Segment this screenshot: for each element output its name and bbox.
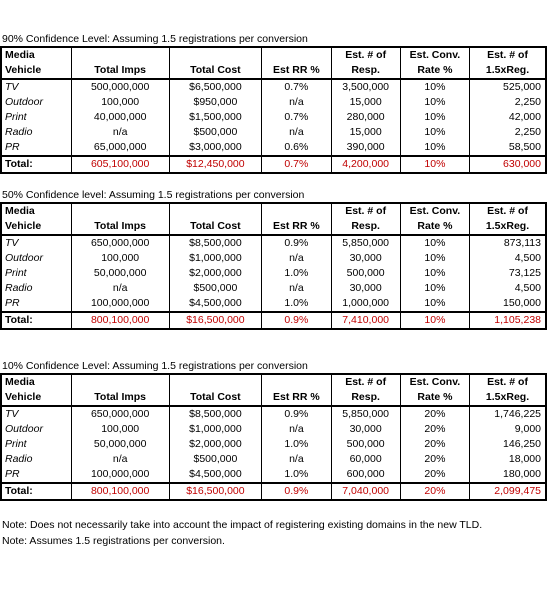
total-reg: 2,099,475 [470, 483, 546, 500]
total-conv: 20% [400, 483, 469, 500]
imps-cell: 65,000,000 [71, 140, 169, 156]
rr-cell: 0.7% [262, 79, 331, 95]
header-media: Media [5, 49, 35, 61]
vehicle-cell: PR [5, 141, 20, 153]
reg-cell: 2,250 [470, 95, 546, 110]
conv-cell: 10% [400, 281, 469, 296]
section-50-confidence [0, 188, 549, 330]
total-label: Total: [1, 156, 71, 173]
header-total-imps: Total Imps [71, 390, 169, 406]
table-row [1, 406, 546, 422]
header-est-rr: Est RR % [262, 63, 331, 79]
header-rate: Rate % [400, 390, 469, 406]
section-title: 10% Confidence Level: Assuming 1.5 registrations per conversion [2, 360, 308, 372]
conv-cell: 10% [400, 125, 469, 140]
resp-cell: 30,000 [331, 281, 400, 296]
cost-cell: $500,000 [169, 125, 262, 140]
reg-cell: 180,000 [470, 467, 546, 483]
cost-cell: $500,000 [169, 281, 262, 296]
cost-cell: $8,500,000 [169, 235, 262, 251]
rr-cell: 0.9% [262, 406, 331, 422]
vehicle-cell: Radio [5, 282, 33, 294]
note-1: Note: Does not necessarily take into account the impact of registering existing domains in the new TLD. [2, 519, 483, 531]
total-rr: 0.9% [262, 483, 331, 500]
header-est-conv: Est. Conv. [400, 203, 469, 219]
resp-cell: 30,000 [331, 422, 400, 437]
imps-cell: 650,000,000 [71, 406, 169, 422]
conv-cell: 20% [400, 467, 469, 483]
rr-cell: 0.7% [262, 110, 331, 125]
header-est-conv: Est. Conv. [400, 374, 469, 390]
rr-cell: 1.0% [262, 437, 331, 452]
total-row [1, 156, 546, 173]
rr-cell: n/a [262, 452, 331, 467]
reg-cell: 73,125 [470, 266, 546, 281]
conv-cell: 10% [400, 251, 469, 266]
vehicle-cell: PR [5, 297, 20, 309]
table-row [1, 251, 546, 266]
header-rate: Rate % [400, 219, 469, 235]
resp-cell: 3,500,000 [331, 79, 400, 95]
rr-cell: n/a [262, 281, 331, 296]
cost-cell: $4,500,000 [169, 296, 262, 312]
header-total-imps: Total Imps [71, 219, 169, 235]
conv-cell: 10% [400, 266, 469, 281]
table-row [1, 95, 546, 110]
rr-cell: n/a [262, 422, 331, 437]
total-rr: 0.9% [262, 312, 331, 329]
imps-cell: n/a [71, 125, 169, 140]
table-row [1, 125, 546, 140]
header-vehicle: Vehicle [1, 390, 71, 406]
resp-cell: 280,000 [331, 110, 400, 125]
projection-table [0, 46, 547, 174]
table-row [1, 110, 546, 125]
imps-cell: 50,000,000 [71, 266, 169, 281]
vehicle-cell: TV [5, 81, 19, 93]
section-title: 90% Confidence Level: Assuming 1.5 registrations per conversion [2, 33, 308, 45]
table-row [1, 79, 546, 95]
header-total-imps: Total Imps [71, 63, 169, 79]
imps-cell: 100,000 [71, 95, 169, 110]
conv-cell: 10% [400, 110, 469, 125]
header-media: Media [5, 205, 35, 217]
resp-cell: 600,000 [331, 467, 400, 483]
reg-cell: 4,500 [470, 281, 546, 296]
projection-table [0, 373, 547, 501]
table-row [1, 452, 546, 467]
resp-cell: 1,000,000 [331, 296, 400, 312]
cost-cell: $2,000,000 [169, 437, 262, 452]
cost-cell: $6,500,000 [169, 79, 262, 95]
section-title: 50% Confidence level: Assuming 1.5 registrations per conversion [2, 189, 305, 201]
total-conv: 10% [400, 156, 469, 173]
header-est-conv: Est. Conv. [400, 47, 469, 63]
reg-cell: 2,250 [470, 125, 546, 140]
table-row [1, 296, 546, 312]
rr-cell: 1.0% [262, 296, 331, 312]
vehicle-cell: Print [5, 267, 27, 279]
resp-cell: 390,000 [331, 140, 400, 156]
total-reg: 1,105,238 [470, 312, 546, 329]
rr-cell: 0.6% [262, 140, 331, 156]
vehicle-cell: PR [5, 468, 20, 480]
resp-cell: 5,850,000 [331, 406, 400, 422]
rr-cell: n/a [262, 251, 331, 266]
total-row [1, 483, 546, 500]
total-label: Total: [1, 312, 71, 329]
cost-cell: $950,000 [169, 95, 262, 110]
table-row [1, 281, 546, 296]
reg-cell: 18,000 [470, 452, 546, 467]
cost-cell: $3,000,000 [169, 140, 262, 156]
reg-cell: 42,000 [470, 110, 546, 125]
table-row [1, 437, 546, 452]
reg-cell: 150,000 [470, 296, 546, 312]
total-conv: 10% [400, 312, 469, 329]
header-est-reg: Est. # of [470, 374, 546, 390]
reg-cell: 146,250 [470, 437, 546, 452]
header-resp: Resp. [331, 390, 400, 406]
reg-cell: 58,500 [470, 140, 546, 156]
imps-cell: 40,000,000 [71, 110, 169, 125]
header-est-resp: Est. # of [331, 47, 400, 63]
header-resp: Resp. [331, 63, 400, 79]
cost-cell: $500,000 [169, 452, 262, 467]
resp-cell: 500,000 [331, 437, 400, 452]
vehicle-cell: Radio [5, 453, 33, 465]
resp-cell: 15,000 [331, 95, 400, 110]
vehicle-cell: TV [5, 408, 19, 420]
total-imps: 800,100,000 [71, 312, 169, 329]
section-10-confidence [0, 359, 549, 501]
total-imps: 800,100,000 [71, 483, 169, 500]
total-resp: 4,200,000 [331, 156, 400, 173]
imps-cell: 100,000 [71, 422, 169, 437]
resp-cell: 15,000 [331, 125, 400, 140]
resp-cell: 60,000 [331, 452, 400, 467]
conv-cell: 20% [400, 437, 469, 452]
header-est-reg: Est. # of [470, 203, 546, 219]
header-media: Media [5, 376, 35, 388]
rr-cell: 1.0% [262, 467, 331, 483]
rr-cell: n/a [262, 125, 331, 140]
imps-cell: 50,000,000 [71, 437, 169, 452]
conv-cell: 10% [400, 79, 469, 95]
header-reg: 1.5xReg. [470, 390, 546, 406]
section-90-confidence [0, 32, 549, 174]
header-est-resp: Est. # of [331, 203, 400, 219]
note-2: Note: Assumes 1.5 registrations per conversion. [2, 535, 225, 547]
conv-cell: 10% [400, 140, 469, 156]
imps-cell: 100,000,000 [71, 467, 169, 483]
conv-cell: 10% [400, 296, 469, 312]
footnotes [2, 517, 482, 549]
rr-cell: 1.0% [262, 266, 331, 281]
rr-cell: 0.9% [262, 235, 331, 251]
imps-cell: 650,000,000 [71, 235, 169, 251]
table-row [1, 266, 546, 281]
total-resp: 7,040,000 [331, 483, 400, 500]
table-row [1, 422, 546, 437]
total-rr: 0.7% [262, 156, 331, 173]
imps-cell: n/a [71, 281, 169, 296]
reg-cell: 9,000 [470, 422, 546, 437]
conv-cell: 20% [400, 452, 469, 467]
header-est-reg: Est. # of [470, 47, 546, 63]
header-total-cost: Total Cost [169, 63, 262, 79]
total-reg: 630,000 [470, 156, 546, 173]
cost-cell: $1,000,000 [169, 251, 262, 266]
imps-cell: 100,000 [71, 251, 169, 266]
table-row [1, 140, 546, 156]
imps-cell: n/a [71, 452, 169, 467]
conv-cell: 20% [400, 422, 469, 437]
cost-cell: $1,500,000 [169, 110, 262, 125]
total-cost: $12,450,000 [169, 156, 262, 173]
resp-cell: 30,000 [331, 251, 400, 266]
header-reg: 1.5xReg. [470, 63, 546, 79]
header-est-rr: Est RR % [262, 390, 331, 406]
total-imps: 605,100,000 [71, 156, 169, 173]
vehicle-cell: Print [5, 111, 27, 123]
resp-cell: 500,000 [331, 266, 400, 281]
header-rate: Rate % [400, 63, 469, 79]
table-row [1, 235, 546, 251]
header-total-cost: Total Cost [169, 390, 262, 406]
header-est-resp: Est. # of [331, 374, 400, 390]
cost-cell: $2,000,000 [169, 266, 262, 281]
total-label: Total: [1, 483, 71, 500]
conv-cell: 10% [400, 235, 469, 251]
imps-cell: 100,000,000 [71, 296, 169, 312]
vehicle-cell: TV [5, 237, 19, 249]
rr-cell: n/a [262, 95, 331, 110]
vehicle-cell: Outdoor [5, 96, 43, 108]
header-resp: Resp. [331, 219, 400, 235]
total-row [1, 312, 546, 329]
reg-cell: 525,000 [470, 79, 546, 95]
cost-cell: $8,500,000 [169, 406, 262, 422]
reg-cell: 1,746,225 [470, 406, 546, 422]
projection-table [0, 202, 547, 330]
conv-cell: 10% [400, 95, 469, 110]
vehicle-cell: Outdoor [5, 423, 43, 435]
imps-cell: 500,000,000 [71, 79, 169, 95]
vehicle-cell: Print [5, 438, 27, 450]
header-est-rr: Est RR % [262, 219, 331, 235]
header-vehicle: Vehicle [1, 63, 71, 79]
total-resp: 7,410,000 [331, 312, 400, 329]
header-reg: 1.5xReg. [470, 219, 546, 235]
total-cost: $16,500,000 [169, 483, 262, 500]
header-total-cost: Total Cost [169, 219, 262, 235]
vehicle-cell: Radio [5, 126, 33, 138]
total-cost: $16,500,000 [169, 312, 262, 329]
table-row [1, 467, 546, 483]
reg-cell: 4,500 [470, 251, 546, 266]
reg-cell: 873,113 [470, 235, 546, 251]
cost-cell: $4,500,000 [169, 467, 262, 483]
cost-cell: $1,000,000 [169, 422, 262, 437]
vehicle-cell: Outdoor [5, 252, 43, 264]
header-vehicle: Vehicle [1, 219, 71, 235]
resp-cell: 5,850,000 [331, 235, 400, 251]
conv-cell: 20% [400, 406, 469, 422]
